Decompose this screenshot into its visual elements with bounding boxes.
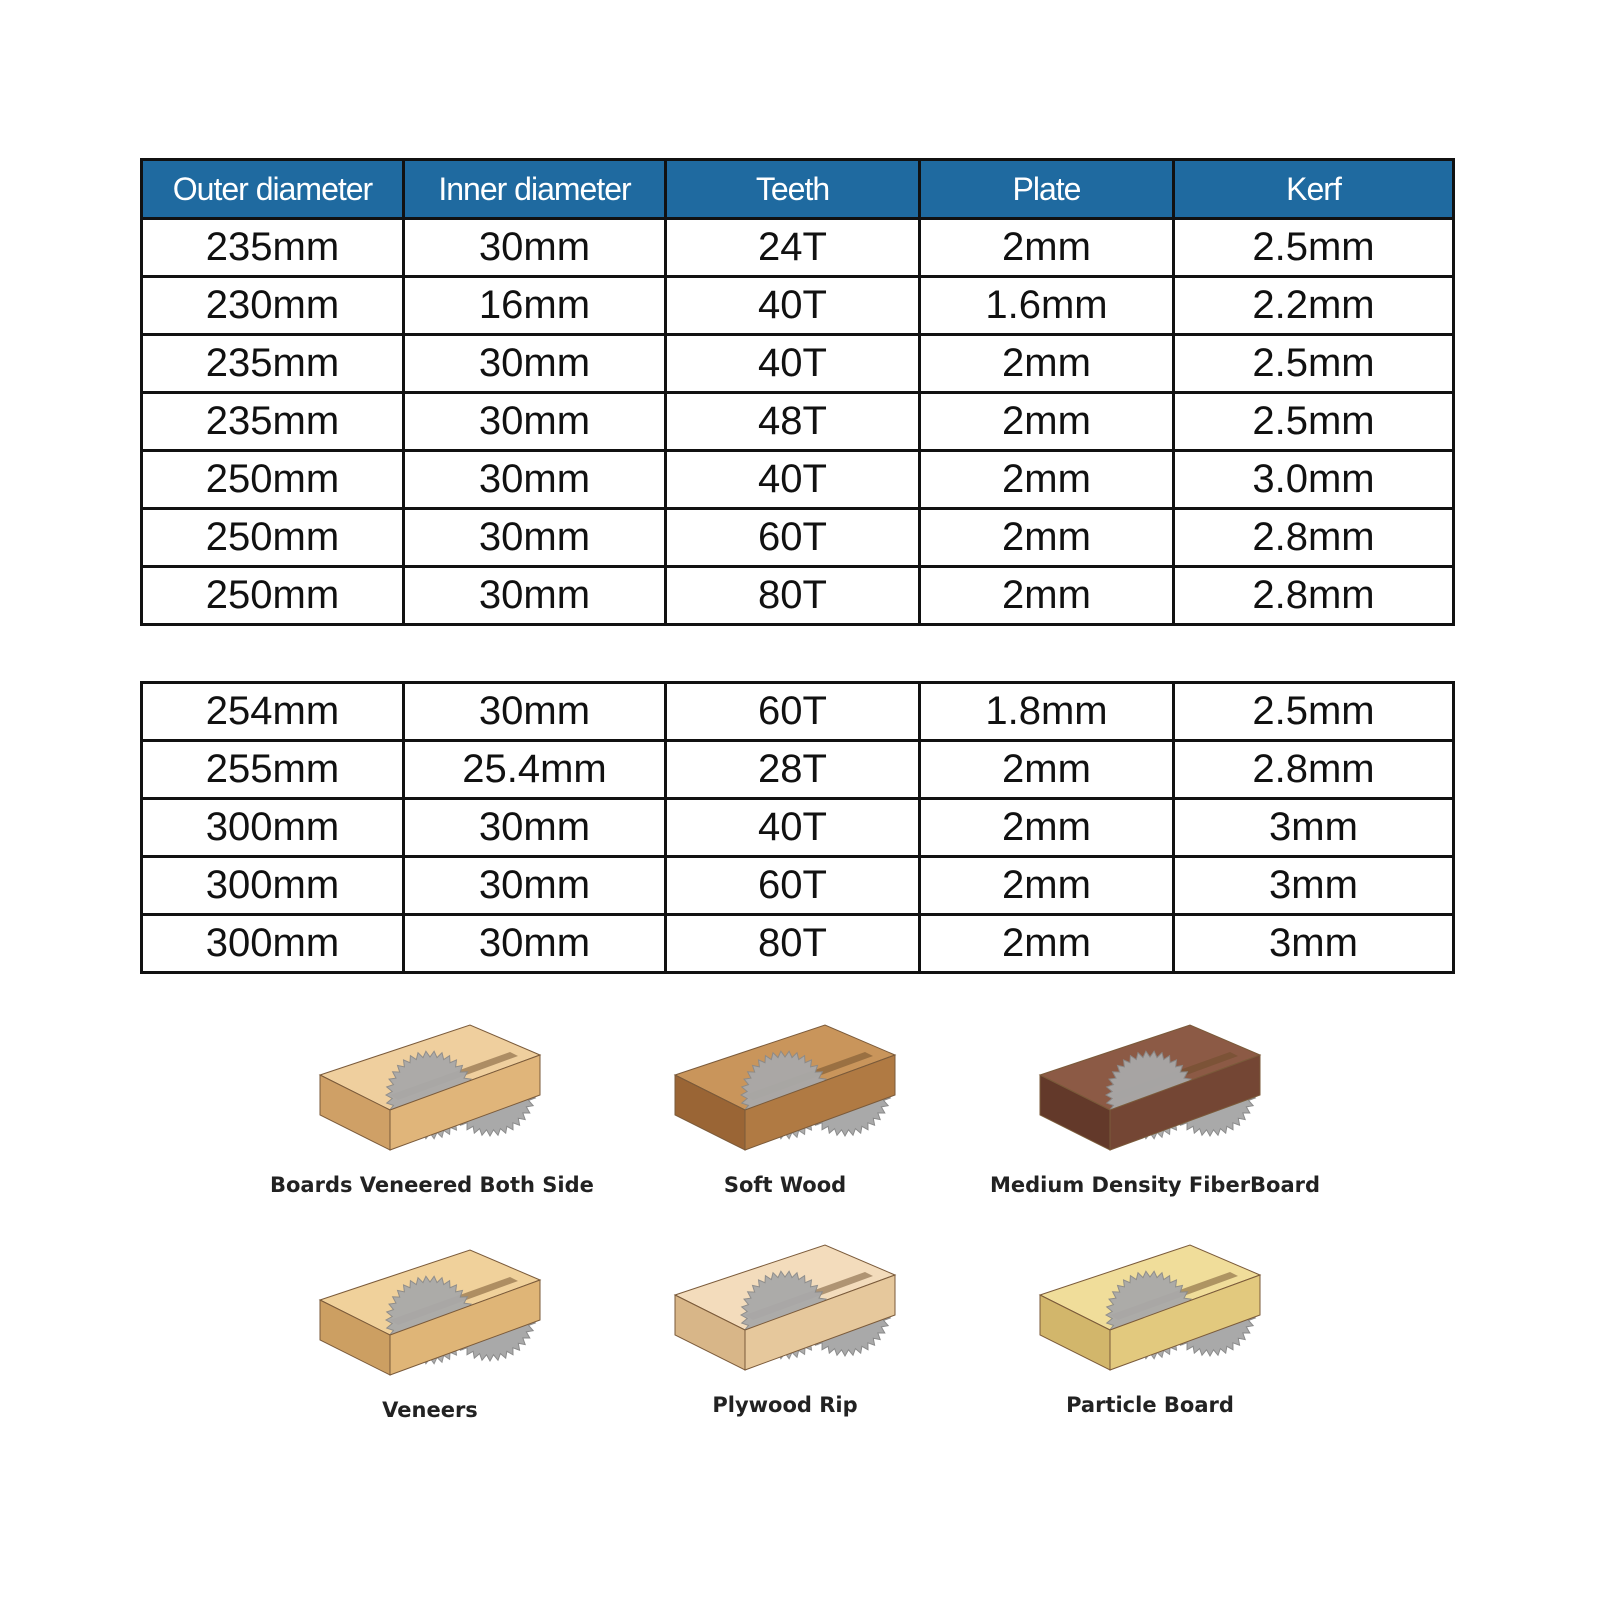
table-row (142, 393, 1454, 451)
table-row (142, 277, 1454, 335)
table-cell: 2mm (920, 451, 1174, 509)
table-cell: 60T (666, 683, 920, 741)
table-cell: 2mm (920, 219, 1174, 277)
table-row (142, 335, 1454, 393)
header-outer-diameter: Outer diameter (142, 160, 404, 219)
table-cell: 40T (666, 451, 920, 509)
table-cell: 2mm (920, 335, 1174, 393)
material-label: Soft Wood (723, 1173, 847, 1197)
material-veneers (270, 1240, 590, 1422)
table-cell: 300mm (142, 915, 404, 973)
table-cell: 30mm (404, 857, 666, 915)
table-row (142, 799, 1454, 857)
spec-table-1 (140, 158, 1455, 626)
material-soft-wood (625, 1015, 945, 1197)
table-cell: 3mm (1174, 857, 1454, 915)
table-cell: 60T (666, 857, 920, 915)
table-cell: 80T (666, 567, 920, 625)
table-cell: 30mm (404, 393, 666, 451)
table-cell: 300mm (142, 857, 404, 915)
table-cell: 60T (666, 509, 920, 567)
material-label: Veneers (382, 1398, 478, 1422)
table-cell: 16mm (404, 277, 666, 335)
table-row (142, 451, 1454, 509)
table-cell: 2.5mm (1174, 335, 1454, 393)
table-cell: 2.2mm (1174, 277, 1454, 335)
saw-cutting-soft-wood-icon (665, 1015, 905, 1165)
table-cell: 25.4mm (404, 741, 666, 799)
header-teeth: Teeth (666, 160, 920, 219)
table-cell: 2.5mm (1174, 683, 1454, 741)
table-cell: 250mm (142, 567, 404, 625)
table-cell: 30mm (404, 509, 666, 567)
table-cell: 1.6mm (920, 277, 1174, 335)
table-cell: 2.8mm (1174, 567, 1454, 625)
table-cell: 2mm (920, 915, 1174, 973)
material-label: Particle Board (1066, 1393, 1234, 1417)
header-plate: Plate (920, 160, 1174, 219)
table-cell: 2.8mm (1174, 741, 1454, 799)
table-cell: 235mm (142, 393, 404, 451)
table-row (142, 741, 1454, 799)
material-label: Medium Density FiberBoard (990, 1173, 1321, 1197)
saw-cutting-veneers-icon (310, 1240, 550, 1390)
table-row (142, 857, 1454, 915)
table-cell: 300mm (142, 799, 404, 857)
material-boards-veneered-both-side (270, 1015, 594, 1197)
table-cell: 40T (666, 799, 920, 857)
table-cell: 48T (666, 393, 920, 451)
table-row (142, 219, 1454, 277)
table-cell: 40T (666, 335, 920, 393)
table-cell: 24T (666, 219, 920, 277)
table-cell: 40T (666, 277, 920, 335)
table-cell: 2mm (920, 857, 1174, 915)
saw-cutting-particle-board-icon (1030, 1235, 1270, 1385)
header-kerf: Kerf (1174, 160, 1454, 219)
table-cell: 235mm (142, 335, 404, 393)
table-cell: 30mm (404, 799, 666, 857)
spec-table-2 (140, 681, 1455, 974)
table-cell: 30mm (404, 219, 666, 277)
saw-cutting-medium-density-fiberboard-icon (1030, 1015, 1270, 1165)
table-cell: 80T (666, 915, 920, 973)
table-header-row (142, 160, 1454, 219)
table-cell: 30mm (404, 683, 666, 741)
table-cell: 250mm (142, 451, 404, 509)
material-medium-density-fiberboard (990, 1015, 1321, 1197)
table-cell: 30mm (404, 567, 666, 625)
table-cell: 2.5mm (1174, 393, 1454, 451)
table-cell: 235mm (142, 219, 404, 277)
material-label: Plywood Rip (712, 1393, 858, 1417)
table-cell: 30mm (404, 335, 666, 393)
saw-cutting-boards-veneered-both-side-icon (310, 1015, 550, 1165)
material-particle-board (990, 1235, 1310, 1417)
table-cell: 250mm (142, 509, 404, 567)
table-cell: 3mm (1174, 799, 1454, 857)
table-cell: 1.8mm (920, 683, 1174, 741)
saw-cutting-plywood-rip-icon (665, 1235, 905, 1385)
table-row (142, 567, 1454, 625)
table-cell: 2mm (920, 799, 1174, 857)
table-cell: 2mm (920, 509, 1174, 567)
table-cell: 2mm (920, 393, 1174, 451)
table-cell: 2mm (920, 567, 1174, 625)
table-cell: 2.8mm (1174, 509, 1454, 567)
table-cell: 2mm (920, 741, 1174, 799)
material-plywood-rip (625, 1235, 945, 1417)
table-cell: 255mm (142, 741, 404, 799)
header-inner-diameter: Inner diameter (404, 160, 666, 219)
material-label: Boards Veneered Both Side (270, 1173, 594, 1197)
table-cell: 2.5mm (1174, 219, 1454, 277)
table-cell: 3mm (1174, 915, 1454, 973)
table-cell: 28T (666, 741, 920, 799)
table-cell: 30mm (404, 451, 666, 509)
table-row (142, 509, 1454, 567)
table-row (142, 915, 1454, 973)
table-cell: 254mm (142, 683, 404, 741)
table-row (142, 683, 1454, 741)
table-cell: 3.0mm (1174, 451, 1454, 509)
table-cell: 230mm (142, 277, 404, 335)
table-cell: 30mm (404, 915, 666, 973)
